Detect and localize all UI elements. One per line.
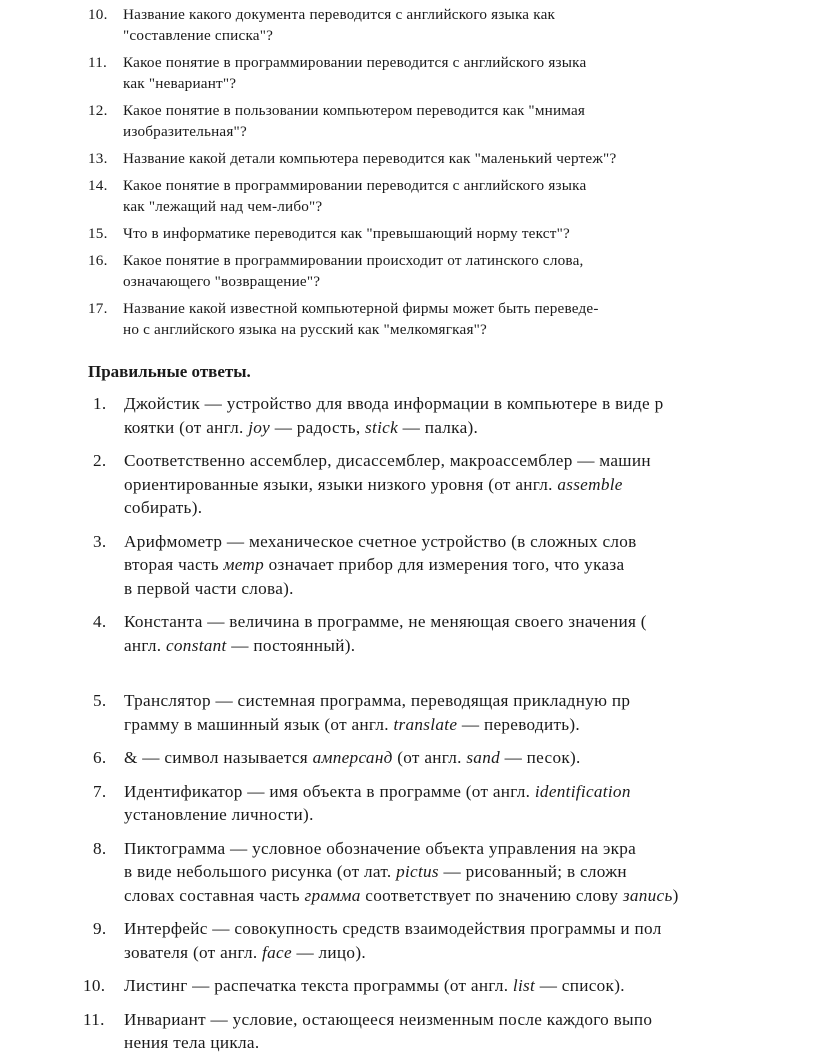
answer-text: англ. [124,635,166,655]
answer-number: 3. [93,531,107,551]
answer-number: 9. [93,919,107,938]
answer-text: установление личности). [124,805,314,824]
answer-item [93,689,816,736]
answer-text: Константа — величина в программе, не меняющая своего значения ( [124,612,647,631]
answer-line [124,837,816,861]
answer-item [93,837,816,908]
question-number: 11. [88,54,108,71]
question-line: означающего "возвращение"? [123,273,321,290]
question-item [88,250,753,292]
question-line: Какое понятие в программировании происходит от латинского слова, [123,252,584,269]
answer-text: вторая часть [124,555,224,574]
question-line: Какое понятие в пользовании компьютером переводится как "мнимая [123,102,586,119]
answer-line [124,917,816,941]
answer-number: 6. [93,748,107,767]
answer-line [124,610,816,634]
answer-item [93,449,816,520]
answer-text: — лицо). [291,942,366,962]
answer-text: Интерфейс — совокупность средств взаимодействия программы и пол [124,919,662,938]
answer-number: 4. [93,612,107,631]
answer-line [124,941,816,965]
answer-line [124,689,816,713]
answer-text: коятки (от англ. [124,417,249,437]
answer-text: Инвариант — условие, остающееся неизменным после каждого выпо [124,1009,653,1029]
question-line: изобразительная"? [123,123,247,140]
question-number: 15. [88,225,108,242]
question-number: 17. [88,300,108,317]
answer-number: 5. [93,691,107,710]
answer-line [124,860,816,884]
answer-text: Арифмометр — механическое счетное устройство (в сложных слов [124,531,637,551]
question-line: "составление списка"? [123,27,274,44]
answer-line [124,746,816,770]
answer-line [124,449,816,473]
answer-line [124,473,816,497]
italic-term: translate [393,714,458,734]
answer-number: 8. [93,838,107,858]
question-line: Какое понятие в программировании переводится с английского языка [123,54,587,71]
answer-item [93,610,816,657]
question-item [88,175,753,217]
question-number: 10. [88,6,108,23]
answer-line [124,974,816,998]
question-line: Название какой детали компьютера переводится как "маленький чертеж"? [123,150,617,167]
answer-list [83,392,816,1053]
answer-text: — переводить). [457,714,581,734]
answer-line [124,392,816,416]
answer-item [93,917,816,964]
italic-term: sand [466,748,500,767]
question-list [88,4,753,346]
answer-line [124,530,816,554]
answer-text: нения тела цикла. [124,1033,260,1052]
answer-line [124,713,816,737]
question-line: как "лежащий над чем-либо"? [123,198,323,215]
answer-number: 1. [93,394,107,413]
question-line: Название какого документа переводится с английского языка как [123,6,556,23]
question-item [88,4,753,46]
question-item [88,298,753,340]
answer-number: 2. [93,451,107,470]
italic-term: запись [622,885,673,905]
answer-item [93,746,816,770]
answer-text: Транслятор — системная программа, переводящая прикладную пр [124,691,631,710]
answer-text: соответствует по значению слову [360,885,623,905]
answer-text: — рисованный; в сложн [438,862,627,881]
answer-text: зователя (от англ. [124,942,263,962]
italic-term: assemble [557,474,623,494]
italic-term: constant [165,635,227,655]
answer-text: — палка). [398,417,479,437]
answer-text: Листинг — распечатка текста программы (от англ. [124,976,513,995]
answer-text: — постоянный). [226,635,356,655]
italic-term: stick [365,417,399,437]
question-line: но с английского языка на русский как "мелкомягкая"? [123,321,487,338]
question-line: Название какой известной компьютерной фирмы может быть переведе- [123,300,599,317]
answer-line [124,1008,816,1032]
answer-line [124,577,816,601]
italic-term: face [262,942,292,962]
answer-item [93,392,816,439]
answer-line [124,1031,816,1053]
question-item [88,52,753,94]
answer-text: — список). [535,976,625,995]
answer-number: 10. [83,976,106,995]
answer-text: означает прибор для измерения того, что указа [264,555,625,574]
answer-line [124,803,816,827]
italic-term: joy [248,417,271,437]
question-number: 14. [88,177,108,194]
answer-text: — песок). [499,748,581,767]
question-line: Какое понятие в программировании переводится с английского языка [123,177,587,194]
answer-text: в виде небольшого рисунка (от лат. [124,862,397,881]
italic-term: грамма [304,885,361,905]
italic-term: identification [534,781,631,801]
italic-term: pictus [396,862,439,881]
answer-text: — радость, [270,417,366,437]
answer-line [124,553,816,577]
question-item [88,148,753,169]
question-item [88,100,753,142]
answer-text: Джойстик — устройство для ввода информации в компьютере в виде р [124,394,664,413]
italic-term: амперсанд [312,748,393,767]
answer-text: & — символ называется [124,748,313,767]
answer-text: грамму в машинный язык (от англ. [124,714,394,734]
answer-line [124,634,816,658]
answer-item [93,530,816,601]
italic-term: list [512,976,536,995]
question-number: 16. [88,252,108,269]
question-item [88,223,753,244]
answer-item [83,974,816,998]
answer-line [124,496,816,520]
answer-text: Соответственно ассемблер, дисассемблер, макроассемблер — машин [124,451,651,470]
answer-text: (от англ. [392,748,467,767]
answers-heading: Правильные ответы. [88,362,251,381]
answer-number: 11. [83,1009,105,1029]
answer-text: словах составная часть [124,885,305,905]
answer-item [93,780,816,827]
question-number: 13. [88,150,108,167]
answer-text: собирать). [124,498,203,517]
question-line: как "невариант"? [123,75,237,92]
answer-text: Пиктограмма — условное обозначение объекта управления на экра [124,838,637,858]
answer-text: ) [672,885,679,905]
question-number: 12. [88,102,108,119]
italic-term: метр [223,555,265,574]
answer-text: Идентификатор — имя объекта в программе (от англ. [124,781,535,801]
answer-text: ориентированные языки, языки низкого уровня (от англ. [124,474,558,494]
answer-line [124,416,816,440]
answer-line [124,884,816,908]
answer-text: в первой части слова). [124,578,294,598]
answer-number: 7. [93,781,107,801]
answer-line [124,780,816,804]
answer-item [83,1008,816,1053]
question-line: Что в информатике переводится как "превышающий норму текст"? [123,225,570,242]
